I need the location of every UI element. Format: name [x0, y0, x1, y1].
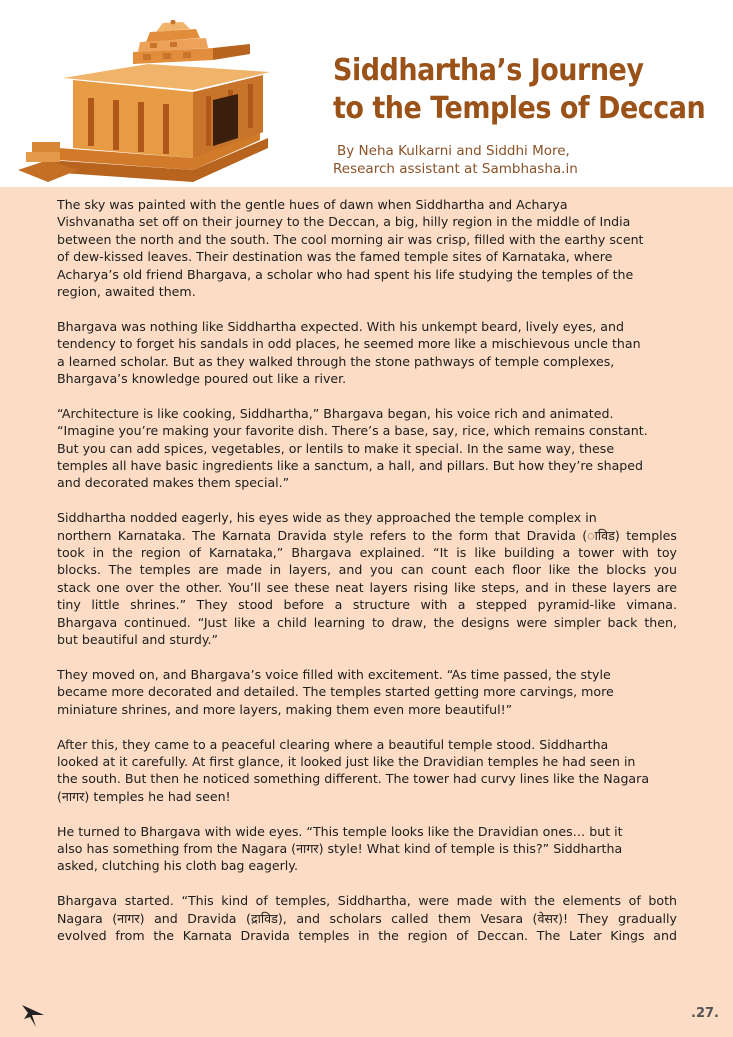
bird-logo-icon — [22, 1001, 44, 1027]
page-header — [0, 0, 733, 187]
text-line: miniature shrines, and more layers, making them even more beautiful!” — [57, 701, 513, 717]
text-line: Bhargava started. “This kind of temples, Siddhartha, were made with the elements of both — [57, 893, 677, 909]
text-line: He turned to Bhargava with wide eyes. “This temple looks like the Dravidian ones… but it — [57, 823, 623, 839]
text-line: looked at it carefully. At first glance, it looked just like the Dravidian temples he had seen in — [57, 753, 636, 769]
text-line: but beautiful and sturdy.” — [57, 632, 219, 648]
title-line-2: to the Temples of Deccan — [333, 91, 706, 126]
page-title — [333, 52, 723, 128]
paragraph-8 — [57, 892, 677, 944]
text-line: and decorated makes them special.” — [57, 475, 290, 491]
text-line: became more decorated and detailed. The temples started getting more carvings, more — [57, 684, 614, 700]
paragraph-2 — [57, 318, 677, 388]
text-line: (नागर) temples he had seen! — [57, 788, 231, 804]
page-number: .27. — [691, 1006, 719, 1021]
byline-affiliation: Research assistant at Sambhasha.in — [333, 161, 578, 177]
text-line: Acharya’s old friend Bhargava, a scholar who had spent his life studying the temples of the — [57, 266, 634, 282]
paragraph-1 — [57, 196, 677, 300]
text-line: a learned scholar. But as they walked through the stone pathways of temple complexes, — [57, 353, 615, 369]
text-line: northern Karnataka. The Karnata Dravida style refers to the form that Dravida (ाविड) temples — [57, 527, 677, 543]
paragraph-6 — [57, 736, 677, 806]
paragraph-5 — [57, 666, 677, 718]
text-line: tendency to forget his sandals in odd places, he seemed more like a mischievous uncle than — [57, 336, 641, 352]
text-line: Bhargava’s knowledge poured out like a river. — [57, 371, 347, 387]
text-line: They moved on, and Bhargava’s voice filled with excitement. “As time passed, the style — [57, 666, 611, 682]
paragraph-4 — [57, 509, 677, 648]
text-line: the south. But then he noticed something different. The tower had curvy lines like the Nagara — [57, 771, 650, 787]
text-line: The sky was painted with the gentle hues of dawn when Siddhartha and Acharya — [57, 197, 568, 212]
text-line: But you can add spices, vegetables, or lentils to make it special. In the same way, these — [57, 440, 615, 456]
text-line: “Imagine you’re making your favorite dish. There’s a base, say, rice, which remains constant. — [57, 423, 648, 439]
text-line: of dew-kissed leaves. Their destination was the famed temple sites of Karnataka, where — [57, 249, 613, 265]
text-line: region, awaited them. — [57, 284, 196, 300]
text-line: Bhargava continued. “Just like a child learning to draw, the designs were simpler back then, — [57, 614, 677, 630]
text-line: took in the region of Karnataka,” Bhargava explained. “It is like building a tower with toy — [57, 545, 677, 561]
text-line: Siddhartha nodded eagerly, his eyes wide as they approached the temple complex in — [57, 510, 597, 526]
text-line: between the north and the south. The cool morning air was crisp, filled with the earthy scent — [57, 231, 644, 247]
temple-illustration — [18, 20, 280, 188]
article-body — [57, 196, 677, 962]
text-line: After this, they came to a peaceful clearing where a beautiful temple stood. Siddhartha — [57, 736, 609, 752]
paragraph-7 — [57, 823, 677, 875]
title-line-1: Siddhartha’s Journey — [333, 53, 644, 88]
text-line: also has something from the Nagara (नागर) style! What kind of temple is this?” Siddhartha — [57, 840, 623, 856]
paragraph-3 — [57, 405, 677, 492]
byline-authors: By Neha Kulkarni and Siddhi More, — [337, 143, 570, 159]
text-line: Bhargava was nothing like Siddhartha expected. With his unkempt beard, lively eyes, and — [57, 318, 624, 334]
text-line: blocks. The temples are made in layers, and you can count each floor like the blocks you — [57, 562, 677, 578]
byline — [333, 142, 713, 178]
text-line: Vishvanatha set off on their journey to the Deccan, a big, hilly region in the middle of India — [57, 214, 631, 230]
text-line: Nagara (नागर) and Dravida (द्राविड), and scholars called them Vesara (वेसर)! They gradually — [57, 910, 677, 926]
text-line: tiny little shrines.” They stood before a structure with a stepped pyramid-like vimana. — [57, 597, 677, 613]
text-line: stack one over the other. You’ll see these neat layers rising like steps, and in these layers are — [57, 579, 677, 595]
text-line: “Architecture is like cooking, Siddhartha,” Bhargava began, his voice rich and animated. — [57, 405, 614, 421]
text-line: asked, clutching his cloth bag eagerly. — [57, 858, 298, 874]
text-line: evolved from the Karnata Dravida temples in the region of Deccan. The Later Kings and — [57, 927, 677, 943]
text-line: temples all have basic ingredients like a sanctum, a hall, and pillars. But how they’re shaped — [57, 458, 644, 474]
